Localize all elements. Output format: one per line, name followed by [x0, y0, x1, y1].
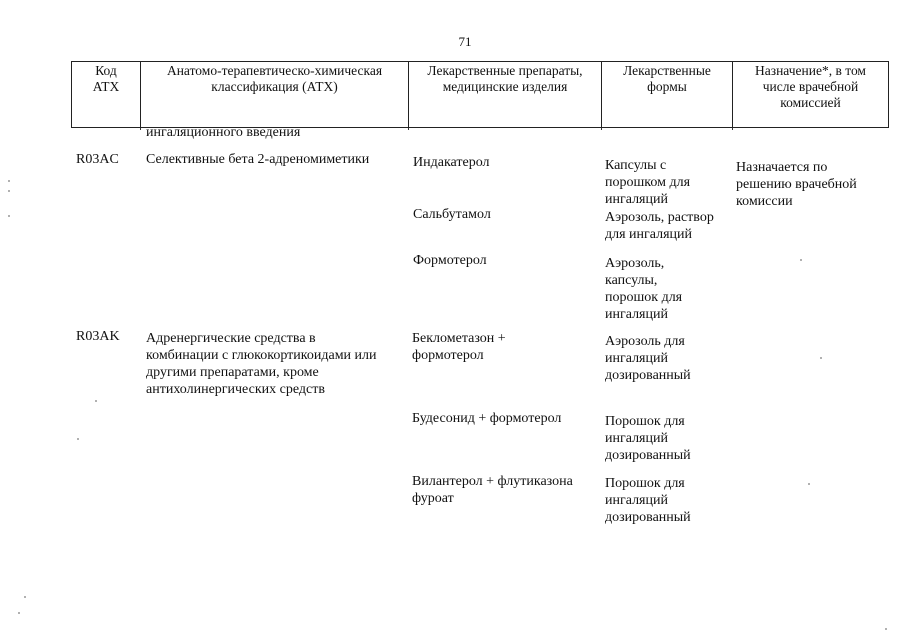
- drug-name: Беклометазон + формотерол: [412, 331, 506, 363]
- column-divider: [140, 128, 141, 130]
- atc-name: Селективные бета 2-адреномиметики: [146, 152, 370, 167]
- column-divider: [408, 128, 409, 130]
- continuation-text: ингаляционного введения: [146, 125, 301, 140]
- scan-speck: [8, 215, 10, 217]
- scan-speck: [24, 596, 26, 598]
- dosage-form: Аэрозоль, капсулы, порошок для ингаляций: [605, 256, 683, 322]
- drug-name: Формотерол: [413, 253, 487, 268]
- scan-speck: [8, 190, 10, 192]
- column-divider: [732, 128, 733, 130]
- atc-code: R03AC: [76, 152, 119, 167]
- table-header: [71, 61, 889, 128]
- dosage-form: Аэрозоль для ингаляций дозированный: [605, 334, 691, 383]
- scan-speck: [885, 628, 887, 630]
- header-drugs: Лекарственные препараты, медицинские изделия: [409, 62, 602, 127]
- column-divider: [601, 128, 602, 130]
- drug-name: Индакатерол: [413, 155, 490, 170]
- scan-speck: [8, 180, 10, 182]
- header-atc: Анатомо-терапевтическо-химическая классификация (АТХ): [141, 62, 409, 127]
- dosage-form: Порошок для ингаляций дозированный: [605, 414, 691, 463]
- scan-speck: [800, 259, 802, 261]
- header-forms: Лекарственные формы: [602, 62, 733, 127]
- drug-name: Будесонид + формотерол: [412, 411, 562, 426]
- drug-name: Вилантерол + флутиказона фуроат: [412, 474, 573, 506]
- scan-speck: [77, 438, 79, 440]
- header-purpose: Назначение*, в том числе врачебной комиссией: [755, 63, 866, 110]
- purpose-text: Назначается по решению врачебной комиссии: [736, 160, 857, 209]
- drug-name: Сальбутамол: [413, 207, 491, 222]
- scan-speck: [95, 400, 97, 402]
- dosage-form: Аэрозоль, раствор для ингаляций: [605, 210, 714, 242]
- atc-name: Адренергические средства в комбинации с глюкокортикоидами или другими препаратами, кроме антихолинергических средств: [146, 331, 377, 397]
- header-code: Код АТХ: [72, 62, 141, 127]
- dosage-form: Порошок для ингаляций дозированный: [605, 476, 691, 525]
- scan-speck: [820, 357, 822, 359]
- scan-speck: [808, 483, 810, 485]
- atc-code: R03AK: [76, 329, 120, 344]
- table-body: [71, 125, 889, 608]
- scan-speck: [18, 612, 20, 614]
- page-number: 71: [458, 34, 472, 49]
- dosage-form: Капсулы с порошком для ингаляций: [605, 158, 691, 207]
